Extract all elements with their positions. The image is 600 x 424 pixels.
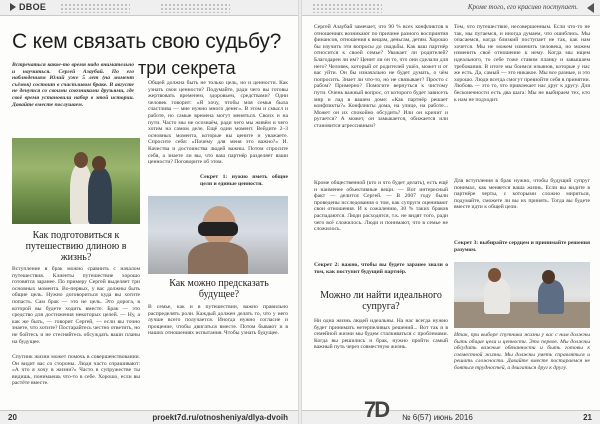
column-b-extra: Для вступления в брак нужно, чтобы будущий супруг понимал, как меняется ваша жизнь. Если вы видите в партнёре черты, с которыми сложно мириться, подумайте, сможете ли вы их принять. Тогда вы будете вместе идти к общей цели. <box>454 178 590 211</box>
column-b-text: Тем, что путешествие, несовершенным. Если что-то не так, мы пугаемся, и иногда думаем, что ошиблись. Мы опасаемся, когда близкий поступает не так, как нам хочется. Мы не можем изменить человека, но можем изменить своё отношение к нему. Когда мы ищем идеального, то себе тоже ставим планку и завышаем требования. В итоге мы боимся изъянов, которые у нас же есть. Да, самый — это никакое. Мы все разные, и это хорошо. Люди всегда смогут превзойти себя в принятии. Любовь — это то, что привлекает нас друг к другу. Для бесконечности есть два шага: Мы не выбираем тех, кто к нам не подходит. <box>454 24 590 103</box>
dot-pattern <box>60 3 130 13</box>
head-woman <box>74 152 88 168</box>
figure-man <box>88 168 112 224</box>
page-number: 21 <box>583 413 592 422</box>
sofa-photo <box>454 262 590 328</box>
head-woman <box>488 268 501 282</box>
column-1-extra: Спутник жизни может помочь в совершенствовании. Он видит вас со стороны. Люди часто спрашивают: «А что я хочу в жизни?» Часто в супружестве ты видишь, понимаешь что-то в себе. Хорошо, если вы растёте вместе. <box>12 354 140 387</box>
article-subtitle: три секрета <box>138 58 236 78</box>
column-2-extra: В семье, как и в путешествии, важно правильно распределять роли. Каждый должен делать то, что у него лучше всего получается. Иногда нужно согласие и прощение, чтобы двигаться вместе. Потом бывают и в наших отношениях испытания. Чтобы узнать будущее. <box>148 304 288 337</box>
issue-number: № 6(57) июнь 2016 <box>402 413 473 422</box>
secret-2: Секрет 2: важно, чтобы вы будете заранее знали о том, как поступит будущий партнёр. <box>314 262 448 275</box>
column-a-bottom: Ни одна жизнь людей идеальны. На нас всегда нужно будет принимать нетерпеливых решений... Вот так и в семейной жизни мы будем сталкиваться с проблемами. Когда вы решились и брак, нужно пройти самый важный путь через совместную жизнь. <box>314 318 448 351</box>
column-a-text: Сергей Азаубай замечает, что 90 % всех конфликтов в отношениях возникают по причине разного восприятия финансов, отношения к вещам, деньгам, детям. Хорошо бы изучить эти вопросы до свадьбы. Как ваш партнёр относится к своей семье? Уважает ли родителей? Благодарен ли им? Ценит ли он то, что они сделали для него? Человек, который от родителей ушёл, может и от вас уйти. Он бы изначально не будет думать, о чём попросить. Знает ли что-то, но не связывает? Просто с рабом? Примерно? Помогите вернуться к чистому пути. Очень важный вопрос, от которого будет зависеть мир и лад в вашем доме: «Как партнёр решает конфликты?» Конфликты дома, на улице, на работе... Может он их спокойно обсудить? Или он кричит и ругается? А может, он замыкается, обижается или становится агрессивным? <box>314 24 448 129</box>
head-man <box>542 270 555 284</box>
heading-future: Как можно предсказать будущее? <box>169 278 269 300</box>
couple-photo <box>12 138 140 224</box>
right-page <box>302 0 600 424</box>
sofa <box>454 302 590 328</box>
page-number: 20 <box>8 413 17 422</box>
binoculars-photo <box>148 196 288 274</box>
left-footer <box>0 410 298 424</box>
figure-body <box>188 242 248 274</box>
article-intro: Встречаться какое-то время надо внимательно и научиться. Сергей Азаубай. По его наблюдениям Юлий уже 5 лет (на момент съёмок) состоит в счастливом браке. В августе не денутся со своими союзниками друзьями, где своё время установили набор в этой истории. Давайте вместе послушаем. <box>12 62 134 108</box>
magazine-logo: 7D <box>364 397 389 422</box>
dot-pattern <box>312 3 382 13</box>
header-tagline: Кроме того, его красиво поступает. <box>467 3 578 11</box>
figure-man <box>538 280 564 314</box>
secret-1: Секрет 1: нужно иметь общие цели и единые ценности. <box>200 174 288 187</box>
left-page <box>0 0 298 424</box>
rubric: DBOE <box>10 2 46 12</box>
figure-woman <box>484 278 510 314</box>
left-header <box>0 0 298 16</box>
dot-pattern <box>160 3 230 13</box>
right-header <box>302 0 600 16</box>
photo-caption: Итак, при выборе спутника жизни у вас с ним должны быть общие цели и ценности. Это первое. Мы должны обсудить важные обязанности и быть готовы к совместной жизни. Мы должны уметь справляться и решать сложности. Давайте вместе постараемся не бояться трудностей, а двигаться друг к другу. <box>454 332 590 371</box>
binoculars-icon <box>198 222 238 236</box>
secret-3: Секрет 3: выбирайте сердцем и принимайте решения разумом. <box>454 240 590 253</box>
article-title: С кем связать свою судьбу? <box>12 30 282 53</box>
head-man <box>92 156 106 171</box>
column-2-text: Общей должна быть не только цель, но и ценности. Как узнать свои ценности? Подумайте, ради чего вы готовы жертвовать временем, здоровьем, средствами? Одни человек говорит: «Я хочу, чтобы моя семья была счастлива — мне нужно много денег». В этом и смысл и работе, но самые времена могут меняться. Своих и на пути. Часто мы не осознаём, ради чего мы живём и чего хотим на самом деле. Ещё один момент. Вейдите 2–3 основных момента, которые вы цените и уважаете. Спросите себя: «Почему для меня это важно?» И. Качества и достоинства людей важны. Потом спросите себя, а знаете ли вы, что ваш партнёр разделяет ваши ценности? Поговорите об этом. <box>148 80 288 166</box>
arrow-left-icon <box>587 3 594 13</box>
column-1-text: Вступление в брак можно сравнить с началом путешествия. Клиенты путешествие хорошо готовятся заранее. По примеру Сергей выделяет три основных момента. Во-первых, у вас должны быть общие цель. Нужно договориться куда вы хотите попасть. Сам брак — это не цель. Это дорога, в которой вы будете ходить вместе. Брак — это средство для достижения некоторых целей. — Ну, а как же быть, — говорит Сергей, — если вы точно знаете, что хотите? Постарайтесь честно ответить, но не бойтесь и не стесняйтесь обсуждать ваши планы на будущее. <box>12 266 140 345</box>
triangle-icon <box>10 3 16 11</box>
heading-prepare: Как подготовиться к путешествию длиною в жизнь? <box>25 230 127 263</box>
heading-ideal: Можно ли найти идеального супруга? <box>320 290 442 312</box>
right-footer <box>302 397 600 424</box>
footer-url[interactable]: proekt7d.ru/otnosheniya/dlya-dvoih <box>152 413 288 422</box>
column-a-extra: Кроме общественной (кто и что будет делать), есть ещё и наименее объективные вещи. — Вот интересный факт — делится Сергей. — В 2007 году были проведены исследования о том, как супруги оценивают свои отношения. И к сожалению, 30 % таких браков распадаются. Люди расходятся, т.к. не видят того, ради чего всё сложилось. Люди и понимают, что в семье не сложилось. <box>314 180 448 233</box>
